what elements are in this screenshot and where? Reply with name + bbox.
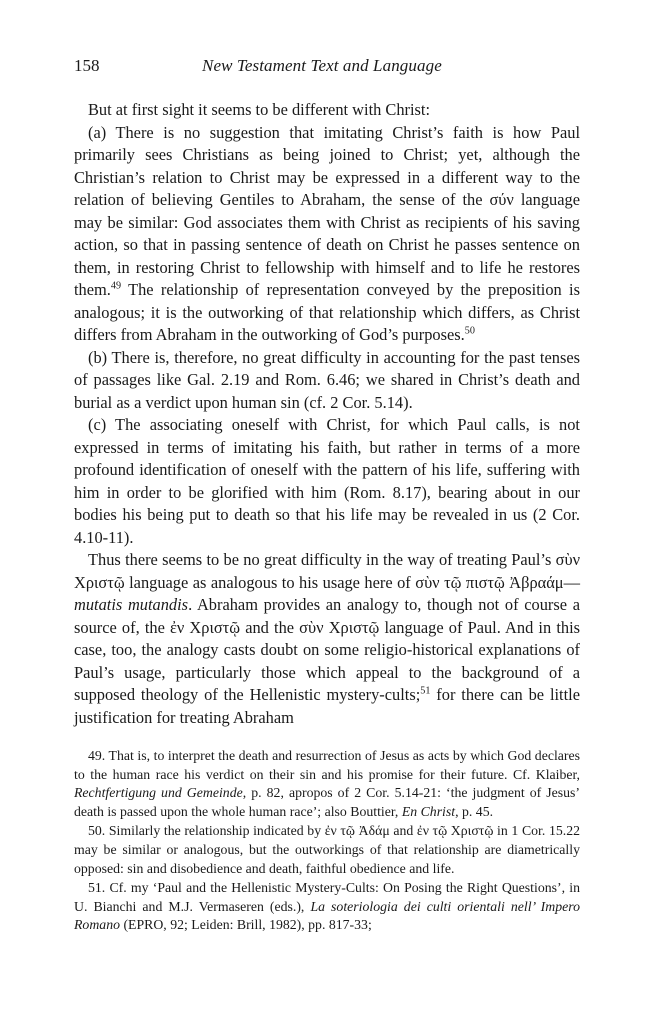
footnote-text: 49. That is, to interpret the death and resurrection of Jesus as acts by which God declares to the human race his verdict on their sin and his promise for their future. Cf. Klaiber,: [74, 748, 580, 782]
paragraph-c: [74, 414, 580, 549]
footnote-50: [74, 822, 580, 878]
footnote-ref-49[interactable]: 49: [110, 280, 122, 292]
footnote-text: (EPRO, 92; Leiden: Brill, 1982), pp. 817-33;: [120, 917, 372, 933]
footnote-ref-50[interactable]: 50: [464, 325, 475, 337]
paragraph-conclusion: [74, 549, 580, 729]
cited-title: La soteriologia dei culti orientali nell’ Impero Romano: [74, 898, 580, 933]
page-number: 158: [74, 56, 100, 75]
paragraph-text: But at first sight it seems to be different with Christ:: [88, 100, 431, 119]
running-title: New Testament Text and Language: [202, 56, 442, 75]
footnote-text: 51. Cf. my ‘Paul and the Hellenistic Mystery-Cults: On Posing the Right Questions’, in U. Bianchi and M.J. Vermaseren (eds.),: [74, 880, 580, 914]
paragraph-text: The relationship of representation conveyed by the preposition is analogous; it is the outworking of that relationship which differs, as Christ differs from Abraham in the outworking of God’s purposes.: [74, 280, 580, 344]
paragraph-text: Thus there seems to be no great difficulty in the way of treating Paul’s σὺν Χριστῷ language as analogous to his usage here of σὺν τῷ πιστῷ Ἀβραάμ—: [74, 550, 580, 592]
paragraph-text: (a) There is no suggestion that imitating Christ’s faith is how Paul primarily sees Christians as being joined to Christ; yet, although the Christian’s relation to Christ may be expressed in a different way to the relation of believing Gentiles to Abraham, the sense of the σύν language may be similar: God associates them with Christ as recipients of his saving action, so that in passing sentence of death on Christ he passes sentence on them, in restoring Christ to fellowship with himself and to life he restores them.: [74, 122, 580, 299]
italic-phrase: mutatis mutandis: [74, 595, 189, 614]
paragraph-a: [74, 122, 580, 347]
cited-title: En Christ: [401, 803, 456, 819]
paragraph-text: for there can be little justification for treating Abraham: [74, 685, 580, 727]
paragraph-text: (b) There is, therefore, no great difficulty in accounting for the past tenses of passages like Gal. 2.19 and Rom. 6.46; we shared in Christ’s death and burial as a verdict upon human sin (cf. 2 Cor. 5.14).: [74, 347, 580, 412]
paragraph-text: . Abraham provides an analogy to, though not of course a source of, the ἐν Χριστῷ and the σὺν Χριστῷ language of Paul. And in this case, too, the analogy casts doubt on some religio-historical explanations of Paul’s usage, particularly those which appeal to the background of a supposed theology of the Hellenistic mystery-cults;: [74, 595, 580, 704]
footnote-text: , p. 82, apropos of 2 Cor. 5.14-21: ‘the judgment of Jesus’ death is passed upon the whole human race’; also Bouttier,: [74, 785, 581, 819]
running-header: [74, 56, 577, 80]
paragraph-intro: [74, 99, 580, 122]
footnote-text: , p. 45.: [455, 803, 494, 819]
footnote-ref-51[interactable]: 51: [420, 685, 431, 697]
footnotes: [74, 747, 580, 935]
footnote-49: [74, 747, 580, 821]
footnote-51: [74, 879, 580, 935]
paragraph-b: [74, 347, 580, 415]
footnote-text: 50. Similarly the relationship indicated by ἐν τῷ Ἀδάμ and ἐν τῷ Χριστῷ in 1 Cor. 15.22 may be similar or analogous, but the outworkings of that relationship are diametrically opposed: sin and disobedience and death, faithful obedience and life.: [74, 823, 580, 876]
main-text: [74, 99, 580, 729]
paragraph-text: (c) The associating oneself with Christ, for which Paul calls, is not expressed in terms of imitating his faith, but rather in terms of a more profound identification of oneself with the pattern of his life, suffering with him in order to be glorified with him (Rom. 8.17), bearing about in our bodies his being put to death so that his life may be revealed in us (2 Cor. 4.10-11).: [74, 415, 580, 547]
cited-title: Rechtfertigung und Gemeinde: [74, 785, 243, 801]
